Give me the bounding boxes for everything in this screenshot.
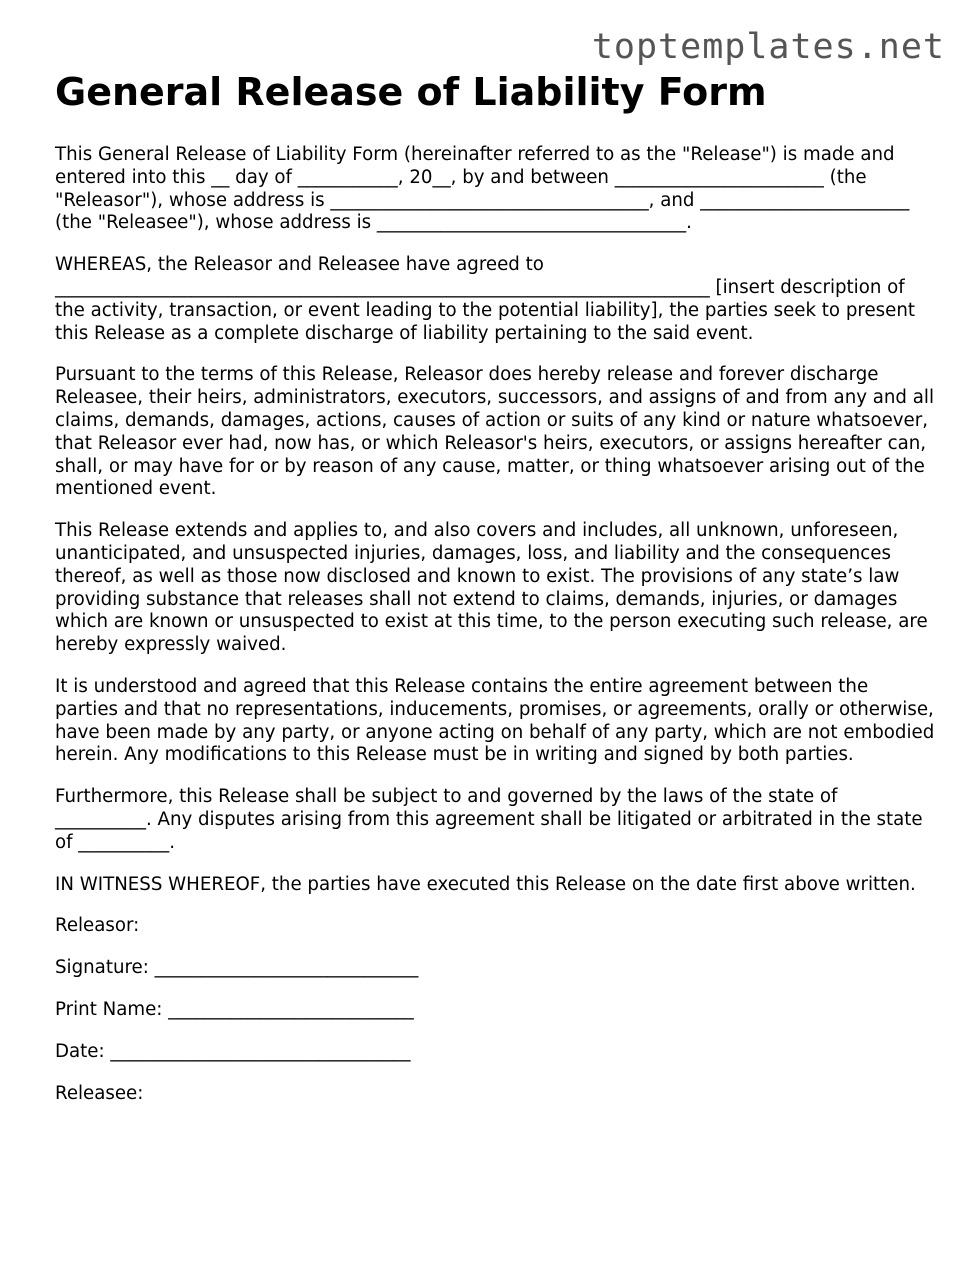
governing-law-paragraph: Furthermore, this Release shall be subject to and governed by the laws of the state of __________. Any disputes arising from this agreement shall be litigated or arbitrated in the state of __________. (55, 786, 929, 853)
release-terms-paragraph: Pursuant to the terms of this Release, Releasor does hereby release and forever discharge Releasee, their heirs, administrators, executors, successors, and assigns of and from any and all claims, demands, damages, actions, causes of action or suits of any kind or nature whatsoever, that Releasor ever had, now has, or which Releasor's heirs, executors, or assigns hereafter can, shall, or may have for or by reason of any cause, matter, or thing whatsoever arising out of the mentioned event. (55, 364, 940, 500)
intro-paragraph: This General Release of Liability Form (hereinafter referred to as the "Release") is made and entered into this __ day of ___________, 20__, by and between _______________________ (the "Releasor"), whose address is ___________________________________, and _______________________ (the "Releasee"), whose address is __________________________________. (55, 144, 916, 234)
document-title: General Release of Liability Form (55, 70, 767, 114)
watermark: toptemplates.net (591, 27, 945, 67)
document-page (55, 70, 941, 1124)
releasor-date-field: Date: _________________________________ (55, 1040, 411, 1062)
releasor-print-name-field: Print Name: ___________________________ (55, 998, 414, 1020)
releasor-heading: Releasor: (55, 915, 140, 937)
scope-paragraph: This Release extends and applies to, and also covers and includes, all unknown, unforeseen, unanticipated, and unsuspected injuries, damages, loss, and liability and the consequences thereof, as well as those now disclosed and known to exist. The provisions of any state’s law providing substance that releases shall not extend to claims, demands, injuries, or damages which are known or unsuspected to exist at this time, to the person executing such release, are hereby expressly waived. (55, 520, 934, 656)
releasee-heading: Releasee: (55, 1082, 144, 1104)
entire-agreement-paragraph: It is understood and agreed that this Release contains the entire agreement between the parties and that no representations, inducements, promises, or agreements, orally or otherwise, have been made by any party, or anyone acting on behalf of any party, which are not embodied herein. Any modifications to this Release must be in writing and signed by both parties. (55, 675, 941, 766)
releasor-signature-field: Signature: _____________________________ (55, 957, 419, 979)
whereas-paragraph: WHEREAS, the Releasor and Releasee have agreed to ________________________________________________________________________ [insert description of the activity, transaction, or event leading to the potential liability], the parties seek to present this Release as a complete discharge of liability pertaining to the said event. (55, 254, 915, 344)
witness-paragraph: IN WITNESS WHEREOF, the parties have executed this Release on the date first above written. (55, 873, 916, 895)
